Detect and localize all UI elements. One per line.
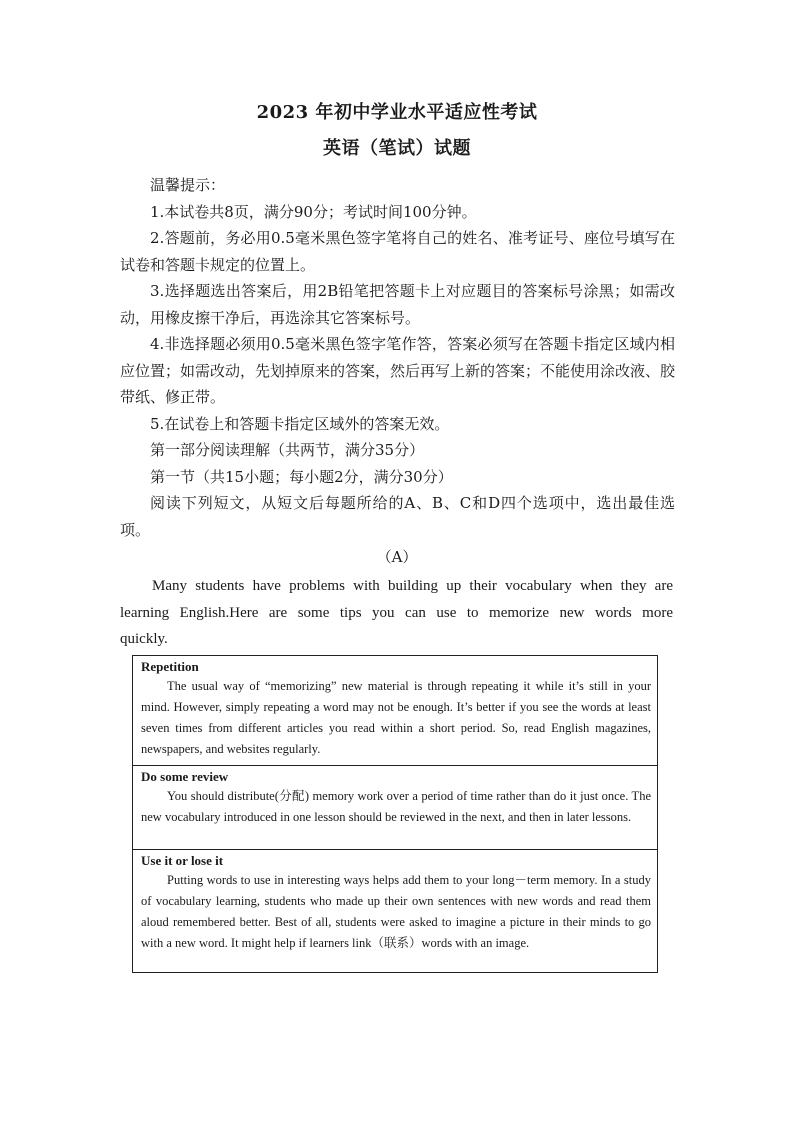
instruction-item-1: 1.本试卷共8页，满分90分；考试时间100分钟。 (150, 202, 477, 221)
tip-body: The usual way of “memorizing” new material is through repeating it while it’s still in your mind. However, simply repeating a word may not be enough. It’s better if you see the words at least seven times from different articles you read within a short period. So, read English magazines, newspapers, and websites regularly. (141, 679, 651, 756)
tip-title: Repetition (141, 659, 199, 674)
part1-heading: 第一部分阅读理解（共两节，满分35分） (150, 441, 425, 459)
exam-subtitle: 英语（笔试）试题 (323, 138, 471, 159)
section1-heading: 第一节（共15小题；每小题2分，满分30分） (150, 467, 453, 486)
instruction-item-3: 3.选择题选出答案后，用2B铅笔把答题卡上对应题目的答案标号涂黑；如需改动，用橡皮擦干净后，再选涂其它答案标号。 (120, 282, 675, 327)
reading-directions: 阅读下列短文，从短文后每题所给的A、B、C和D四个选项中，选出最佳选项。 (120, 494, 675, 539)
tip-body: You should distribute(分配) memory work over a period of time rather than do it just once. The new vocabulary introduced in one lesson should be reviewed in the next, and then in later lessons. (141, 789, 651, 824)
instruction-item-2: 2.答题前，务必用0.5毫米黑色签字笔将自己的姓名、准考证号、座位号填写在试卷和答题卡规定的位置上。 (120, 229, 675, 274)
tip-section-repetition (133, 656, 657, 767)
exam-title: 2023 年初中学业水平适应性考试 (256, 102, 538, 123)
tip-section-review (133, 765, 657, 850)
tip-body: Putting words to use in interesting ways helps add them to your long－term memory. In a study of vocabulary learning, students who made up their own sentences with new words and read them aloud remembered better. Best of all, students were asked to imagine a picture in their minds to go with a new word. It might help if learners link（联系）words with an image. (141, 873, 651, 950)
tip-title: Do some review (141, 769, 229, 784)
passage-label: （A） (376, 548, 418, 566)
tip-title: Use it or lose it (141, 853, 224, 868)
instruction-item-4: 4.非选择题必须用0.5毫米黑色签字笔作答，答案必须写在答题卡指定区域内相应位置；如需改动，先划掉原来的答案，然后再写上新的答案；不能使用涂改液、胶带纸、修正带。 (120, 335, 676, 406)
tips-table (132, 655, 658, 973)
tip-section-use-it (133, 849, 657, 972)
instructions-block (120, 172, 675, 543)
instructions-heading: 温馨提示： (150, 176, 226, 194)
instruction-item-5: 5.在试卷上和答题卡指定区域外的答案无效。 (150, 414, 450, 433)
passage-intro: Many students have problems with building up their vocabulary when they are learning English.Here are some tips you can use to memorize new words more quickly. (120, 578, 673, 647)
